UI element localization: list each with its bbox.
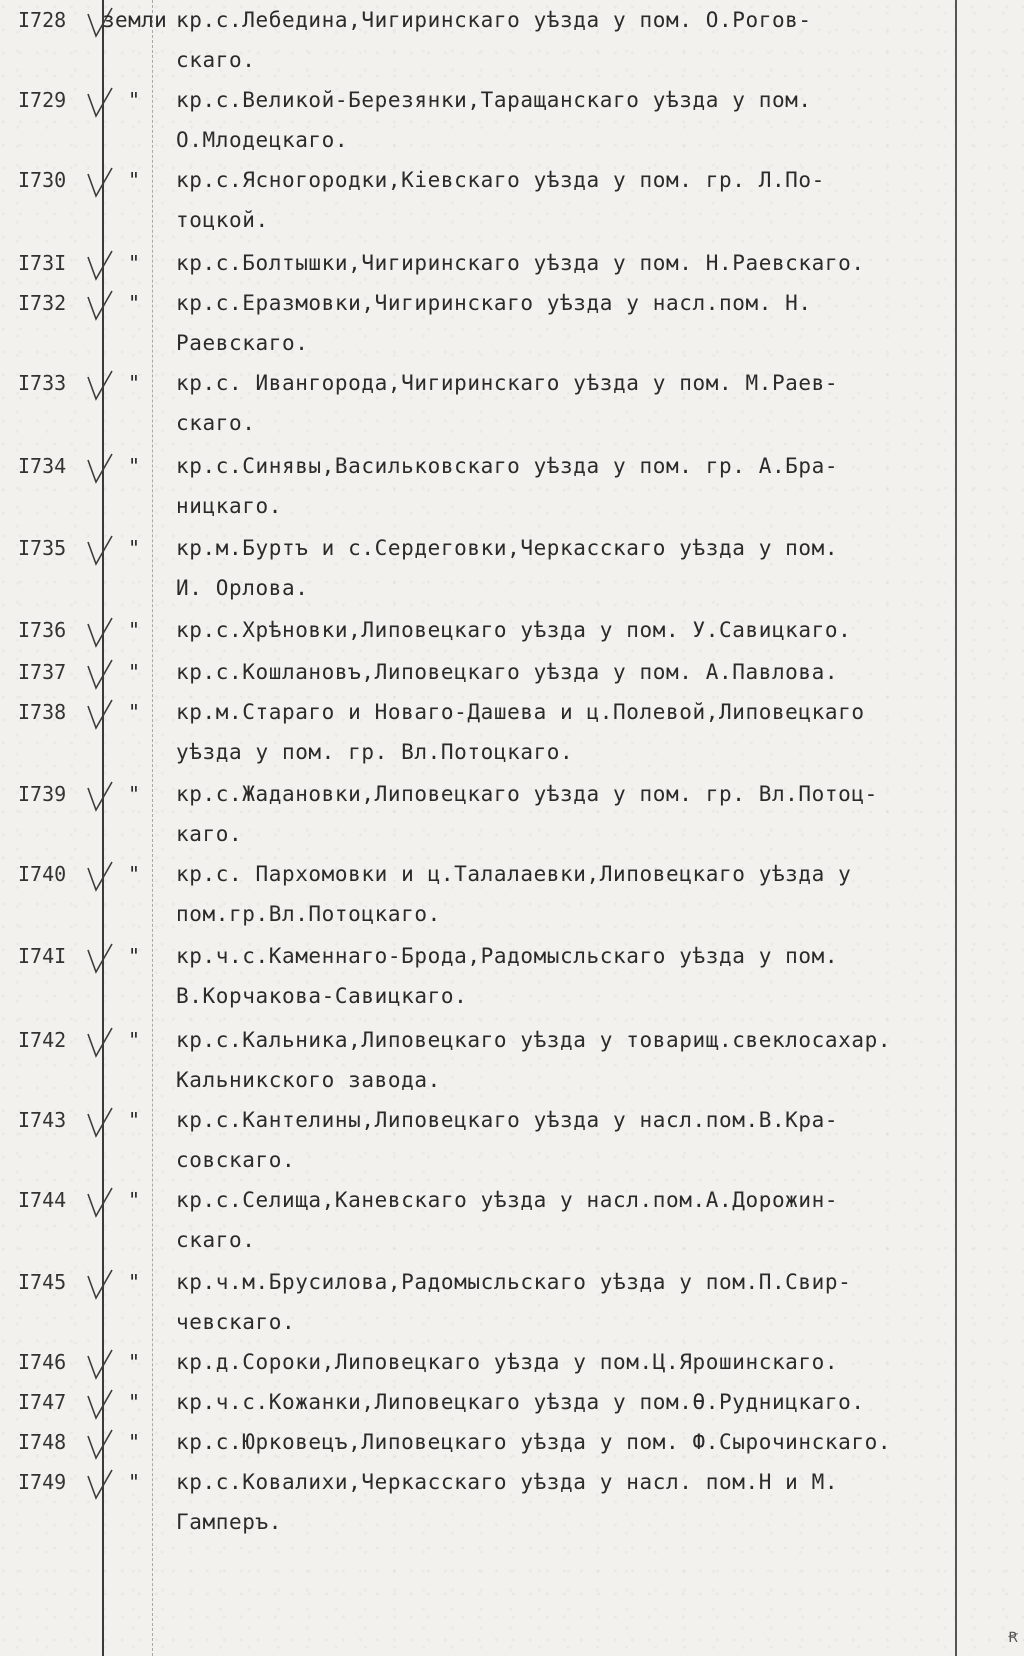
ditto-mark: " bbox=[128, 700, 141, 724]
entry-text-line: скаго. bbox=[176, 48, 256, 72]
checkmark-icon bbox=[86, 1106, 114, 1140]
entry-text-line: кр.с.Жадановки,Липовецкаго уѣзда у пом. гр. Вл.Потоц- bbox=[176, 782, 878, 806]
checkmark-icon bbox=[86, 860, 114, 894]
entry-text-line: чевскаго. bbox=[176, 1310, 296, 1334]
entry-text-line: кр.с.Кошлановъ,Липовецкаго уѣзда у пом. А.Павлова. bbox=[176, 660, 839, 684]
ditto-mark: " bbox=[128, 536, 141, 560]
entry-number: I742 bbox=[18, 1028, 67, 1052]
ditto-mark: " bbox=[128, 1108, 141, 1132]
entry-text-line: Гамперъ. bbox=[176, 1510, 282, 1534]
ditto-mark: " bbox=[128, 454, 141, 478]
entry-text-line: кр.с. Ивангорода,Чигиринскаго уѣзда у пом. М.Раев- bbox=[176, 371, 839, 395]
entry-number: I733 bbox=[18, 371, 67, 395]
entry-text-line: кр.с.Юрковецъ,Липовецкаго уѣзда у пом. Ф.Сырочинскаго. bbox=[176, 1430, 892, 1454]
entry-text-line: кр.с.Синявы,Васильковскаго уѣзда у пом. гр. А.Бра- bbox=[176, 454, 839, 478]
entry-number: I738 bbox=[18, 700, 67, 724]
entry-number: I732 bbox=[18, 291, 67, 315]
entry-text-line: кр.с.Селища,Каневскаго уѣзда у насл.пом.А.Дорожин- bbox=[176, 1188, 839, 1212]
entry-text-line: Раевскаго. bbox=[176, 331, 309, 355]
checkmark-icon bbox=[86, 1348, 114, 1382]
entry-number: I740 bbox=[18, 862, 67, 886]
ditto-mark: " bbox=[128, 944, 141, 968]
ditto-mark: " bbox=[128, 88, 141, 112]
entry-number: I745 bbox=[18, 1270, 67, 1294]
ditto-mark: " bbox=[128, 618, 141, 642]
checkmark-icon bbox=[86, 289, 114, 323]
checkmark-icon bbox=[86, 1428, 114, 1462]
entry-number: I73I bbox=[18, 251, 67, 275]
entry-text-line: В.Корчакова-Савицкаго. bbox=[176, 984, 468, 1008]
entry-number: I730 bbox=[18, 168, 67, 192]
entry-text-line: уѣзда у пом. гр. Вл.Потоцкаго. bbox=[176, 740, 574, 764]
entry-text-line: каго. bbox=[176, 822, 243, 846]
entry-text-line: кр.д.Сороки,Липовецкаго уѣзда у пом.Ц.Ярошинскаго. bbox=[176, 1350, 839, 1374]
entry-text-line: скаго. bbox=[176, 1228, 256, 1252]
entry-number: I736 bbox=[18, 618, 67, 642]
entry-number: I748 bbox=[18, 1430, 67, 1454]
entry-text-line: кр.м.Стараго и Новаго-Дашева и ц.Полевой,Липовецкаго bbox=[176, 700, 865, 724]
checkmark-icon bbox=[86, 616, 114, 650]
entry-number: I735 bbox=[18, 536, 67, 560]
entry-text-line: кр.с.Кантелины,Липовецкаго уѣзда у насл.пом.В.Кра- bbox=[176, 1108, 839, 1132]
checkmark-icon bbox=[86, 249, 114, 283]
entry-text-line: кр.м.Буртъ и с.Сердеговки,Черкасскаго уѣзда у пом. bbox=[176, 536, 839, 560]
entry-text-line: Кальникского завода. bbox=[176, 1068, 441, 1092]
entry-text-line: кр.ч.с.Каменнаго-Брода,Радомысльскаго уѣзда у пом. bbox=[176, 944, 839, 968]
ditto-mark: " bbox=[128, 1430, 141, 1454]
entry-text-line: кр.с.Кальника,Липовецкаго уѣзда у товарищ.свеклосахар. bbox=[176, 1028, 892, 1052]
entry-text-line: пом.гр.Вл.Потоцкаго. bbox=[176, 902, 441, 926]
checkmark-icon bbox=[86, 1388, 114, 1422]
entry-number: I739 bbox=[18, 782, 67, 806]
entry-text-line: кр.с.Великой-Березянки,Таращанскаго уѣзда у пом. bbox=[176, 88, 812, 112]
entry-number: I747 bbox=[18, 1390, 67, 1414]
column-label: земли bbox=[102, 8, 168, 32]
corner-mark: Ꞧ bbox=[1008, 1630, 1018, 1646]
ditto-mark: " bbox=[128, 1470, 141, 1494]
checkmark-icon bbox=[86, 942, 114, 976]
checkmark-icon bbox=[86, 1186, 114, 1220]
entry-number: I746 bbox=[18, 1350, 67, 1374]
entry-text-line: тоцкой. bbox=[176, 208, 269, 232]
ditto-mark: " bbox=[128, 1350, 141, 1374]
entry-text-line: кр.ч.с.Кожанки,Липовецкаго уѣзда у пом.Ѳ.Рудницкаго. bbox=[176, 1390, 865, 1414]
entry-number: I744 bbox=[18, 1188, 67, 1212]
entry-text-line: О.Млодецкаго. bbox=[176, 128, 349, 152]
entry-text-line: кр.с.Болтышки,Чигиринскаго уѣзда у пом. Н.Раевскаго. bbox=[176, 251, 865, 275]
ditto-mark: " bbox=[128, 371, 141, 395]
entry-text-line: кр.с.Ясногородки,Кіевскаго уѣзда у пом. гр. Л.По- bbox=[176, 168, 825, 192]
entry-text-line: совскаго. bbox=[176, 1148, 296, 1172]
ditto-mark: " bbox=[128, 862, 141, 886]
entry-number: I74I bbox=[18, 944, 67, 968]
checkmark-icon bbox=[86, 86, 114, 120]
entry-text-line: кр.ч.м.Брусилова,Радомысльскаго уѣзда у пом.П.Свир- bbox=[176, 1270, 852, 1294]
entry-number: I734 bbox=[18, 454, 67, 478]
entry-text-line: кр.с.Еразмовки,Чигиринскаго уѣзда у насл.пом. Н. bbox=[176, 291, 812, 315]
checkmark-icon bbox=[86, 452, 114, 486]
checkmark-icon bbox=[86, 1468, 114, 1502]
checkmark-icon bbox=[86, 369, 114, 403]
ditto-mark: " bbox=[128, 660, 141, 684]
entry-text-line: кр.с.Лебедина,Чигиринскаго уѣзда у пом. О.Рогов- bbox=[176, 8, 812, 32]
checkmark-icon bbox=[86, 166, 114, 200]
ditto-mark: " bbox=[128, 1270, 141, 1294]
ditto-mark: " bbox=[128, 168, 141, 192]
ditto-mark: " bbox=[128, 291, 141, 315]
entry-number: I749 bbox=[18, 1470, 67, 1494]
checkmark-icon bbox=[86, 534, 114, 568]
entry-number: I737 bbox=[18, 660, 67, 684]
checkmark-icon bbox=[86, 698, 114, 732]
entry-text-line: кр.с.Ковалихи,Черкасскаго уѣзда у насл. пом.Н и М. bbox=[176, 1470, 839, 1494]
entry-text-line: кр.с. Пархомовки и ц.Талалаевки,Липовецкаго уѣзда у bbox=[176, 862, 852, 886]
checkmark-icon bbox=[86, 658, 114, 692]
ditto-mark: " bbox=[128, 1028, 141, 1052]
entry-text-line: ницкаго. bbox=[176, 494, 282, 518]
ditto-mark: " bbox=[128, 782, 141, 806]
checkmark-icon bbox=[86, 1268, 114, 1302]
entry-text-line: кр.с.Хрѣновки,Липовецкаго уѣзда у пом. У.Савицкаго. bbox=[176, 618, 852, 642]
dashed-guide-rule bbox=[152, 0, 153, 1656]
entry-text-line: И. Орлова. bbox=[176, 576, 309, 600]
checkmark-icon bbox=[86, 1026, 114, 1060]
checkmark-icon bbox=[86, 780, 114, 814]
entry-text-line: скаго. bbox=[176, 411, 256, 435]
ditto-mark: " bbox=[128, 1188, 141, 1212]
ditto-mark: " bbox=[128, 1390, 141, 1414]
ditto-mark: " bbox=[128, 251, 141, 275]
entry-number: I743 bbox=[18, 1108, 67, 1132]
entry-number: I728 bbox=[18, 8, 67, 32]
entry-number: I729 bbox=[18, 88, 67, 112]
